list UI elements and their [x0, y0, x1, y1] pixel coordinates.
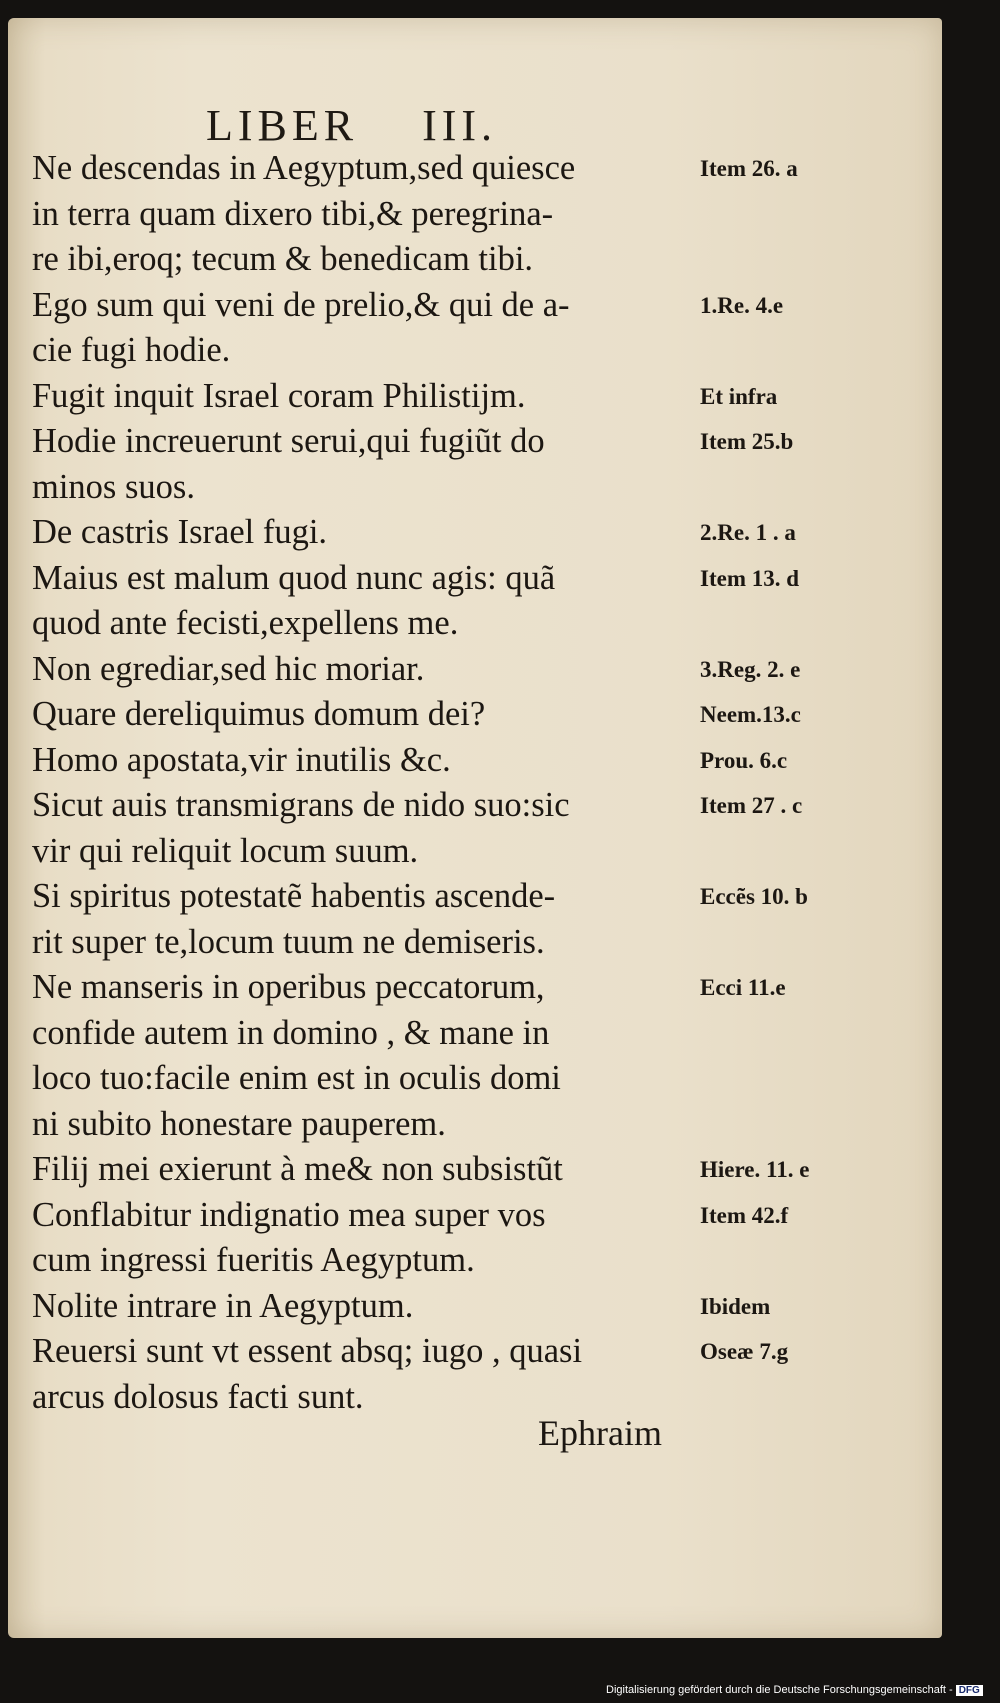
margin-note: Item 42.f — [700, 1202, 789, 1228]
margin-note — [700, 192, 840, 238]
margin-note: Item 26. a — [700, 156, 798, 181]
text-line: ni subito honestare pauperem. — [32, 1104, 446, 1143]
dfg-logo: DFG — [956, 1685, 983, 1696]
margin-note: 2.Re. 1 . a — [700, 520, 796, 545]
margin-note: Neem.13.c — [700, 702, 801, 727]
text-line: Non egrediar,sed hic moriar. — [32, 649, 425, 688]
margin-note: Item 13. d — [700, 565, 800, 591]
text-line: Reuersi sunt vt essent absq; iugo , quasi — [32, 1332, 583, 1370]
text-line: cie fugi hodie. — [32, 331, 231, 369]
margin-note — [700, 920, 840, 966]
margin-notes — [700, 146, 840, 1420]
text-line: Maius est malum quod nunc agis: quã — [32, 558, 556, 597]
text-line: Hodie increuerunt serui,qui fugiũt do — [32, 422, 545, 460]
text-line: Ne descendas in Aegyptum,sed quiesce — [32, 149, 576, 187]
margin-note: 1.Re. 4.e — [700, 292, 784, 318]
margin-note: Ibidem — [700, 1293, 771, 1319]
margin-note — [700, 465, 840, 511]
text-line: Filij mei exierunt à me& non subsistũt — [32, 1150, 563, 1188]
margin-note: Ecci 11.e — [700, 975, 786, 1000]
margin-note: Eccẽs 10. b — [700, 884, 808, 909]
text-line: cum ingressi fueritis Aegyptum. — [32, 1241, 475, 1279]
text-line: Homo apostata,vir inutilis &c. — [32, 740, 451, 779]
text-line: quod ante fecisti,expellens me. — [32, 604, 459, 642]
text-line: Fugit inquit Israel coram Philistijm. — [32, 376, 526, 415]
text-line: confide autem in domino , & mane in — [32, 1013, 550, 1052]
text-line: minos suos. — [32, 467, 195, 506]
margin-note — [700, 1102, 840, 1148]
footer-text: Digitalisierung gefördert durch die Deutsche Forschungsgemeinschaft - — [606, 1684, 953, 1696]
text-line: re ibi,eroq; tecum & benedicam tibi. — [32, 240, 534, 278]
text-line: Ego sum qui veni de prelio,& qui de a- — [32, 285, 570, 324]
running-head: LIBER III. — [206, 101, 498, 150]
margin-note: Hiere. 11. e — [700, 1157, 810, 1182]
text-line: Nolite intrare in Aegyptum. — [32, 1286, 414, 1325]
text-line: Si spiritus potestatẽ habentis ascende- — [32, 877, 556, 915]
text-line: vir qui reliquit locum suum. — [32, 831, 419, 870]
body-text — [32, 146, 692, 1420]
margin-note: Item 25.b — [700, 429, 794, 454]
text-line: Quare dereliquimus domum dei? — [32, 695, 486, 733]
text-line: arcus dolosus facti sunt. — [32, 1377, 364, 1416]
margin-note — [700, 328, 840, 374]
margin-note — [700, 1056, 840, 1102]
margin-note — [700, 1375, 840, 1421]
text-line: Sicut auis transmigrans de nido suo:sic — [32, 786, 570, 824]
text-line: Conflabitur indignatio mea super vos — [32, 1195, 546, 1234]
margin-note: Oseæ 7.g — [700, 1339, 789, 1364]
digitization-footer — [606, 1684, 983, 1696]
catchword: Ephraim — [538, 1413, 662, 1453]
margin-note: 3.Reg. 2. e — [700, 656, 801, 682]
margin-note: Item 27 . c — [700, 793, 803, 818]
margin-note — [700, 829, 840, 875]
margin-note: Prou. 6.c — [700, 747, 788, 773]
margin-note — [700, 1011, 840, 1057]
text-line: in terra quam dixero tibi,& peregrina- — [32, 194, 554, 233]
text-line: loco tuo:facile enim est in oculis domi — [32, 1059, 561, 1097]
text-line: De castris Israel fugi. — [32, 513, 328, 551]
text-line: rit super te,locum tuum ne demiseris. — [32, 922, 545, 961]
margin-note — [700, 237, 840, 283]
margin-note — [700, 601, 840, 647]
margin-note — [700, 1238, 840, 1284]
margin-note: Et infra — [700, 383, 778, 409]
text-line: Ne manseris in operibus peccatorum, — [32, 968, 545, 1006]
